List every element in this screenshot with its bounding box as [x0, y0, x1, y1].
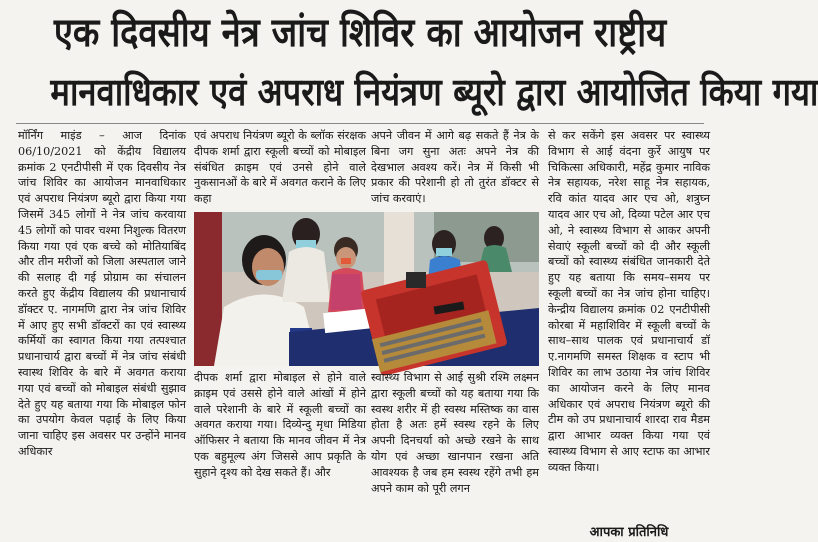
- article-column-4-text: से कर सकेंगे इस अवसर पर स्वास्थ्य विभाग से आई वंदना कुर्रे आयुष पर चिकित्सा अधिकारी, महेंद्र कुमार नाविक नेत्र सहायक, नरेश साहू नेत्र सहायक, रवि कांत यादव आर एच ओ, शत्रुघ्न यादव आर एच ओ, दिव्या पटेल आर एच ओ, ने स्वास्थ्य विभाग से आकर अपनी सेवाएं स्कूली बच्चों को दी और स्कूली बच्चों को स्वास्थ्य संबंधित जानकारी देते हुए यह बताया कि समय–समय पर स्कूली बच्चों का नेत्र जांच होना चाहिए। केन्द्रीय विद्यालय क्रमांक 02 एनटीपीसी कोरबा में महाशिविर में स्कूली बच्चों के साथ–साथ पालक एवं प्रधानाचार्य डॉ ए.नागमणि समस्त शिक्षक व स्टाप भी शिविर का लाभ उठाया नेत्र जांच शिविर का आयोजन करने के लिए मानव अधिकार एवं अपराध नियंत्रण ब्यूरो की टीम को उप प्रधानाचार्य शारदा राव मैडम द्वारा आभार व्यक्त किया गया एवं स्वास्थ्य विभाग से आए स्टाफ का आभार व्यक्त किया।: [548, 129, 710, 474]
- article-column-2-bottom: [194, 370, 366, 524]
- article-column-2-top: [194, 128, 366, 208]
- article-column-2-top-text: एवं अपराध नियंत्रण ब्यूरो के ब्लॉक संरक्षक दीपक शर्मा द्वारा स्कूली बच्चों को मोबाइल संबंधित क्राइम एवं उनसे होने वाले नुकसानओं के बारे में अवगत कराने के लिए कहा: [194, 129, 366, 206]
- article-column-3-top: [371, 128, 539, 208]
- article-column-3-top-text: अपने जीवन में आगे बढ़ सकते हैं नेत्र के बिना जग सुना अतः अपने नेत्र की देखभाल अवश्य करें। नेत्र में किसी भी प्रकार की परेशानी हो तो तुरंत डॉक्टर से जांच करवाएं।: [371, 129, 539, 206]
- article-column-4: [548, 128, 710, 522]
- headline-rule: [16, 123, 704, 124]
- headline-line-1: एक दिवसीय नेत्र जांच शिविर का आयोजन राष्ट्रीय: [53, 10, 667, 56]
- article-column-1: [18, 128, 186, 524]
- news-photo: [194, 212, 539, 366]
- article-column-2-bottom-text: दीपक शर्मा द्वारा मोबाइल से होने वाले क्राइम एवं उससे होने वाले आंखों में होने वाले परेशानी के बारे में स्कूली बच्चों का अवगत कराया गया। दिव्येन्दु मृधा मिडिया ऑफिसर ने बताया कि मानव जीवन में नेत्र एक बहुमूल्य अंग जिससे आप प्रकृति के सुहाने दृश्य को देख सकते हैं। और: [194, 371, 366, 479]
- eye-camp-photo: [194, 212, 539, 366]
- article-column-1-text: मॉर्निंग माइंड – आज दिनांक 06/10/2021 को केंद्रीय विद्यालय क्रमांक 2 एनटीपीसी में एक दिवसीय नेत्र जांच शिविर का आयोजन मानवाधिकार एवं अपराध नियंत्रण ब्यूरो द्वारा किया गया जिसमें 345 लोगों ने नेत्र जांच करवाया 45 लोगों को पावर चश्मा निशुल्क वितरण किया गया एवं एक बच्चे को मोतियाबिंद और तीन मरीजों को जिला अस्पताल जाने की सलाह दी गई प्रोग्राम का संचालन करते हुए केंद्रीय विद्यालय की प्रधानाचार्य डॉक्टर ए. नागमणि द्वारा नेत्र जांच शिविर में आए हुए सभी डॉक्टरों का एवं स्वास्थ्य कर्मियों का स्वागत किया गया तत्पश्चात प्रधानाचार्य द्वारा बच्चों में नेत्र जांच संबंधी स्वास्थ शिविर के बारे में अवगत कराया गया एवं बच्चों को मोबाइल संबंधी सुझाव देते हुए यह बताया गया कि मोबाइल फोन का उपयोग केवल पढ़ाई के लिए किया जाना चाहिए इस अवसर पर उन्होंने मानव अधिकार: [18, 129, 186, 458]
- headline-line-2: मानवाधिकार एवं अपराध नियंत्रण ब्यूरो द्वारा आयोजित किया गया: [50, 70, 818, 114]
- byline-cut-off: [548, 522, 710, 540]
- byline-text: आपका प्रतिनिधि: [589, 525, 669, 540]
- article-column-3-bottom: [371, 370, 539, 524]
- article-column-3-bottom-text: स्वास्थ्य विभाग से आई सुश्री रश्मि लक्ष्मन द्वारा स्कूली बच्चों को यह बताया गया कि स्वस्थ शरीर में ही स्वस्थ मस्तिष्क का वास होता है अतः हमें स्वस्थ रहने के लिए अपनी दिनचर्या को अच्छे रखने के साथ योग एवं अच्छा खानपान रखना अति आवश्यक है जब हम स्वस्थ रहेंगे तभी हम अपने काम को पूरी लगन: [371, 371, 539, 495]
